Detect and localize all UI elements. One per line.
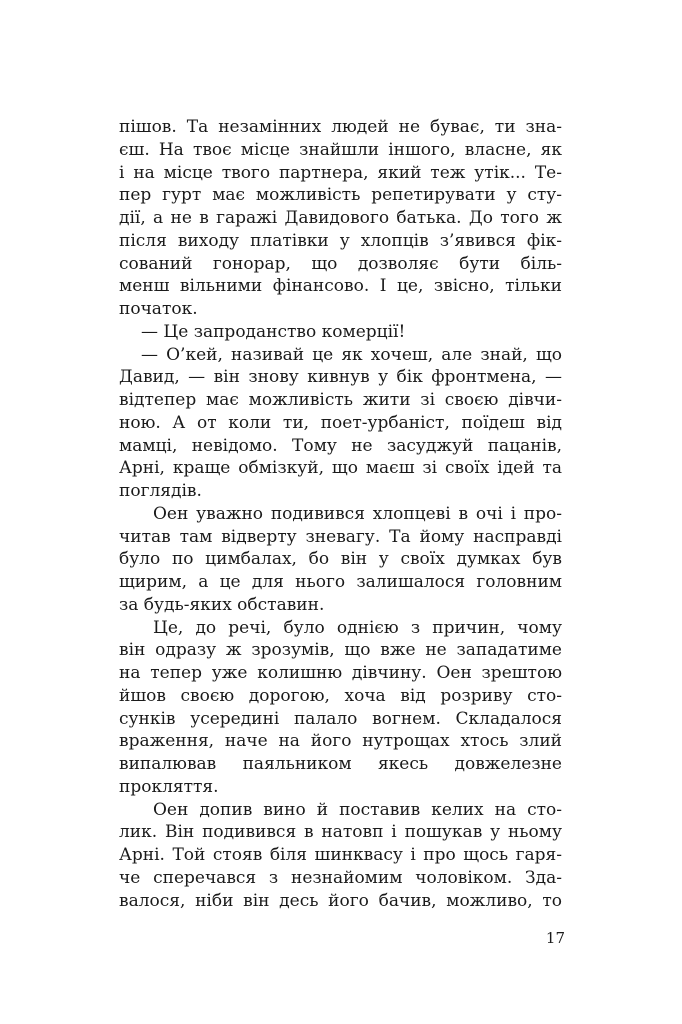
- text-line: пер гурт має можливість репетирувати у сту-: [119, 185, 562, 206]
- text-line: на тепер уже колишню дівчину. Оен зрештою: [119, 663, 562, 683]
- page-number: 17: [545, 929, 565, 947]
- text-line: лик. Він подивився в натовп і пошукав у ньому: [119, 822, 562, 843]
- text-line: Це, до речі, було однією з причин, чому: [153, 617, 562, 638]
- text-line: випалював паяльником якесь довжелезне: [119, 754, 562, 774]
- text-line: йшов своєю дорогою, хоча від розриву сто-: [119, 685, 562, 706]
- text-line: Арні. Той стояв біля шинквасу і про щось гаря-: [119, 845, 562, 865]
- text-line: сований гонорар, що дозволяє бути біль-: [119, 253, 562, 274]
- text-line: початок.: [119, 299, 198, 319]
- text-line: — Це запроданство комерції!: [141, 321, 406, 342]
- text-line: поглядів.: [119, 481, 202, 501]
- text-line: пішов. Та незамінних людей не буває, ти зна-: [119, 117, 562, 137]
- text-line: Арні, краще обмізкуй, що маєш зі своїх ідей та: [119, 458, 562, 479]
- text-line: щирим, а це для нього залишалося головним: [119, 572, 562, 592]
- text-line: — О’кей, називай це як хочеш, але знай, що: [141, 344, 562, 365]
- body-text: [119, 116, 562, 912]
- text-line: мамці, невідомо. Тому не засуджуй пацанів,: [119, 435, 562, 456]
- text-line: менш вільними фінансово. І це, звісно, тільки: [119, 276, 562, 297]
- paragraph: [119, 116, 562, 321]
- text-line: і на місце твого партнера, який теж утік... Те-: [119, 162, 562, 183]
- text-line: сунків усередині палало вогнем. Складалося: [119, 708, 562, 729]
- text-line: за будь-яких обставин.: [119, 594, 325, 615]
- text-line: він одразу ж зрозумів, що вже не западатиме: [119, 640, 562, 661]
- text-line: після виходу платівки у хлопців з’явився фік-: [119, 230, 562, 251]
- text-line: ною. А от коли ти, поет-урбаніст, поїдеш від: [119, 412, 562, 433]
- text-line: прокляття.: [119, 776, 219, 797]
- text-line: єш. На твоє місце знайшли іншого, власне, як: [119, 139, 562, 160]
- paragraph: [119, 617, 562, 799]
- text-line: дії, а не в гаражі Давидового батька. До того ж: [119, 208, 562, 228]
- text-line: Оен уважно подивився хлопцеві в очі і про-: [153, 503, 562, 524]
- text-line: враження, наче на його нутрощах хтось злий: [119, 731, 562, 752]
- paragraph: [119, 799, 562, 913]
- text-line: Оен допив вино й поставив келих на сто-: [153, 799, 562, 820]
- paragraph: [119, 503, 562, 617]
- paragraph: [119, 344, 562, 503]
- text-line: че сперечався з незнайомим чоловіком. Зда-: [119, 867, 562, 888]
- text-line: відтепер має можливість жити зі своєю дівчи-: [119, 390, 562, 410]
- text-line: Давид, — він знову кивнув у бік фронтмена, —: [119, 367, 562, 388]
- text-line: читав там відверту зневагу. Та йому насправді: [119, 526, 562, 547]
- text-line: валося, ніби він десь його бачив, можливо, то: [119, 890, 562, 911]
- paragraph: [119, 321, 562, 344]
- text-line: було по цимбалах, бо він у своїх думках був: [119, 549, 562, 570]
